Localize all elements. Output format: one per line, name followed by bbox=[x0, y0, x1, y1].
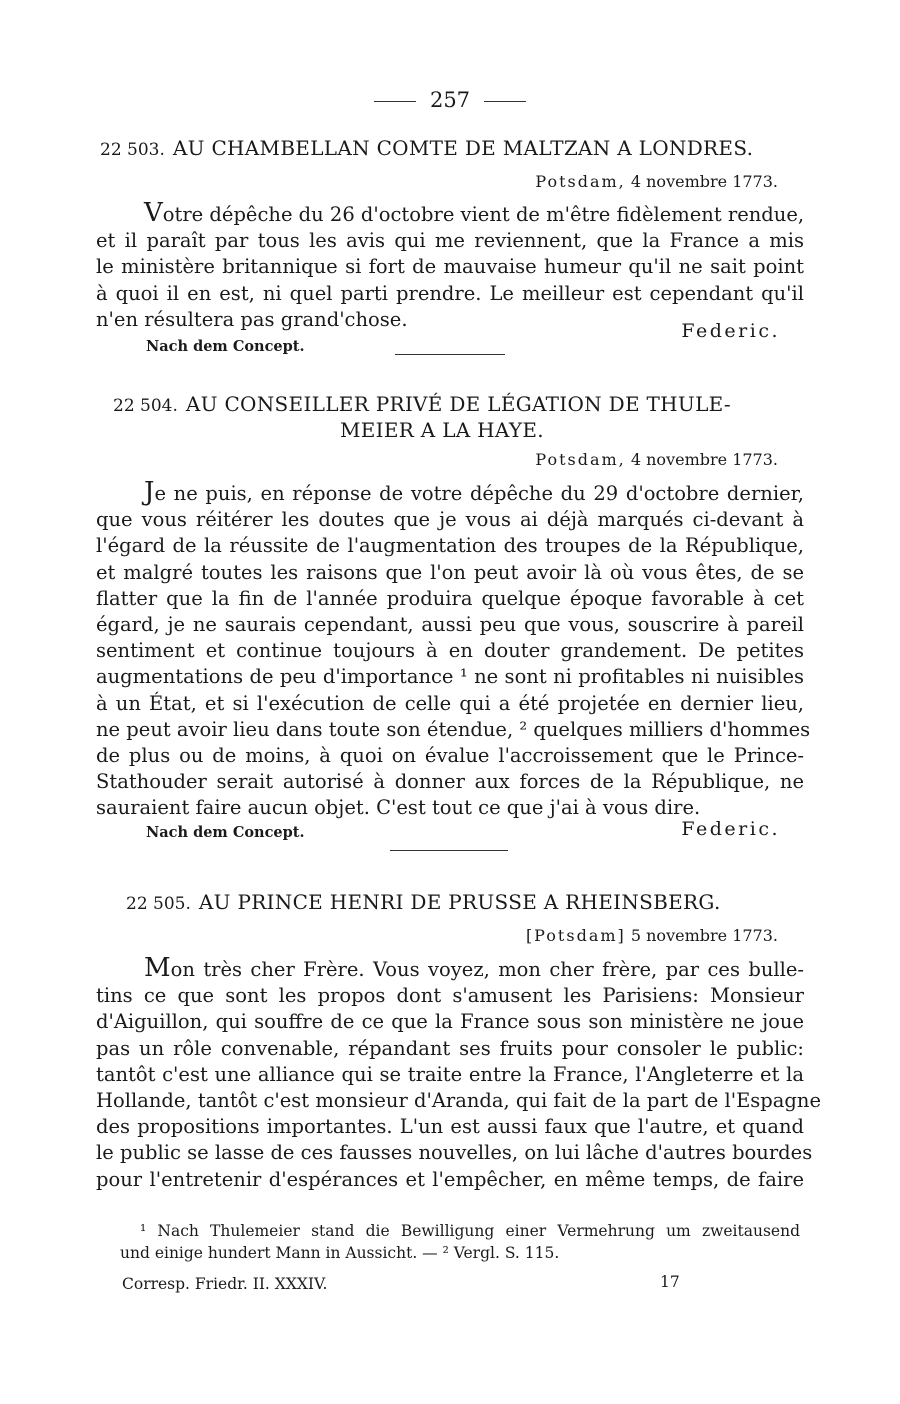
letter-heading bbox=[113, 392, 731, 416]
body-line: Stathouder serait autorisé à donner aux forces de la République, ne bbox=[96, 770, 804, 794]
body-line: l'égard de la réussite de l'augmentation des troupes de la République, bbox=[96, 534, 804, 558]
body-line: augmentations de peu d'importance ¹ ne sont ni profitables ni nuisibles bbox=[96, 665, 804, 689]
body-line: que vous réitérer les doutes que je vous ai déjà marqués ci-devant à bbox=[96, 508, 804, 532]
body-line bbox=[96, 955, 804, 983]
body-line: pour l'entretenir d'espérances et l'empêcher, en même temps, de faire bbox=[96, 1167, 804, 1191]
letter-heading bbox=[126, 890, 721, 914]
letter-heading-text: AU CHAMBELLAN COMTE DE MALTZAN A LONDRES. bbox=[172, 136, 754, 160]
sheet-number: 17 bbox=[660, 1273, 680, 1291]
body-line: des propositions importantes. L'un est aussi faux que l'autre, et quand bbox=[96, 1115, 804, 1139]
body-line: tantôt c'est une alliance qui se traite entre la France, l'Angleterre et la bbox=[96, 1062, 804, 1086]
body-line: à un État, et si l'exécution de celle qui a été projetée en dernier lieu, bbox=[96, 691, 804, 715]
section-divider bbox=[395, 354, 505, 355]
body-line: ne peut avoir lieu dans toute son étendue, ² quelques milliers d'hommes bbox=[96, 717, 811, 741]
volume-signature: Corresp. Friedr. II. XXXIV. bbox=[122, 1275, 328, 1293]
body-line: de plus ou de moins, à quoi on évalue l'accroissement que le Prince- bbox=[96, 744, 804, 768]
body-line: sentiment et continue toujours à en douter grandement. De petites bbox=[96, 639, 804, 663]
footnotes bbox=[120, 1220, 800, 1264]
letter-number: 22 504. bbox=[113, 396, 178, 416]
body-line bbox=[96, 200, 804, 228]
letter-heading-text: AU PRINCE HENRI DE PRUSSE A RHEINSBERG. bbox=[198, 890, 721, 914]
body-text: e ne puis, en réponse de votre dépêche du 29 d'octobre dernier, bbox=[154, 482, 804, 505]
body-text: on très cher Frère. Vous voyez, mon cher frère, par ces bulle- bbox=[170, 958, 804, 981]
letter-heading-text: AU CONSEILLER PRIVÉ DE LÉGATION DE THULE- bbox=[185, 392, 731, 416]
section-divider bbox=[390, 850, 508, 851]
date: 4 novembre 1773. bbox=[630, 172, 778, 191]
letter-body bbox=[96, 953, 821, 1193]
body-line: Hollande, tantôt c'est monsieur d'Aranda, qui fait de la part de l'Espagne bbox=[96, 1089, 821, 1113]
signature: Federic. bbox=[681, 320, 780, 342]
page-number-text: 257 bbox=[429, 88, 471, 112]
body-line: sauraient faire aucun objet. C'est tout ce que j'ai à vous dire. bbox=[96, 796, 701, 820]
letter-place-date bbox=[535, 450, 778, 469]
letter-place-date bbox=[526, 926, 778, 945]
body-line: flatter que la fin de l'année produira quelque époque favorable à cet bbox=[96, 586, 804, 610]
body-line: tins ce que sont les propos dont s'amusent les Parisiens: Monsieur bbox=[96, 984, 804, 1008]
letter-number: 22 503. bbox=[100, 140, 165, 160]
source-note: Nach dem Concept. bbox=[146, 338, 305, 355]
source-note: Nach dem Concept. bbox=[146, 824, 305, 841]
footnote-line: und einige hundert Mann in Aussicht. — ² Vergl. S. 115. bbox=[120, 1244, 560, 1262]
place: Potsdam, bbox=[535, 450, 626, 469]
place: [Potsdam] bbox=[525, 926, 626, 945]
body-text: otre dépêche du 26 d'octobre vient de m'être fidèlement rendue, bbox=[162, 203, 805, 226]
body-line: égard, je ne saurais cependant, aussi peu que vous, souscrire à pareil bbox=[96, 613, 804, 637]
date: 4 novembre 1773. bbox=[630, 450, 778, 469]
body-line: n'en résultera pas grand'chose. bbox=[96, 307, 408, 331]
letter-body bbox=[96, 200, 804, 333]
rule-right bbox=[484, 101, 526, 102]
body-line: et il paraît par tous les avis qui me reviennent, que la France a mis bbox=[96, 229, 804, 253]
letter-number: 22 505. bbox=[126, 894, 191, 914]
letter-place-date bbox=[535, 172, 778, 191]
body-line bbox=[96, 479, 804, 507]
place: Potsdam, bbox=[535, 172, 626, 191]
rule-left bbox=[374, 101, 416, 102]
page-number bbox=[0, 88, 900, 112]
signature: Federic. bbox=[681, 818, 780, 840]
initial-letter: M bbox=[144, 953, 171, 983]
body-line: d'Aiguillon, qui souffre de ce que la France sous son ministère ne joue bbox=[96, 1010, 804, 1034]
date: 5 novembre 1773. bbox=[630, 926, 778, 945]
initial-letter: J bbox=[144, 477, 155, 507]
letter-heading bbox=[100, 136, 753, 160]
body-line: à quoi il en est, ni quel parti prendre. Le meilleur est cependant qu'il bbox=[96, 281, 804, 305]
letter-heading-text: MEIER A LA HAYE. bbox=[340, 418, 544, 442]
letter-body bbox=[96, 477, 811, 822]
body-line: pas un rôle convenable, répandant ses fruits pour consoler le public: bbox=[96, 1036, 804, 1060]
initial-letter: V bbox=[144, 198, 163, 228]
body-line: et malgré toutes les raisons que l'on peut avoir là où vous êtes, de se bbox=[96, 560, 804, 584]
body-line: le ministère britannique si fort de mauvaise humeur qu'il ne sait point bbox=[96, 255, 804, 279]
footnote-line: ¹ Nach Thulemeier stand die Bewilligung einer Vermehrung um zweitausend bbox=[140, 1222, 800, 1240]
body-line: le public se lasse de ces fausses nouvelles, on lui lâche d'autres bourdes bbox=[96, 1141, 813, 1165]
